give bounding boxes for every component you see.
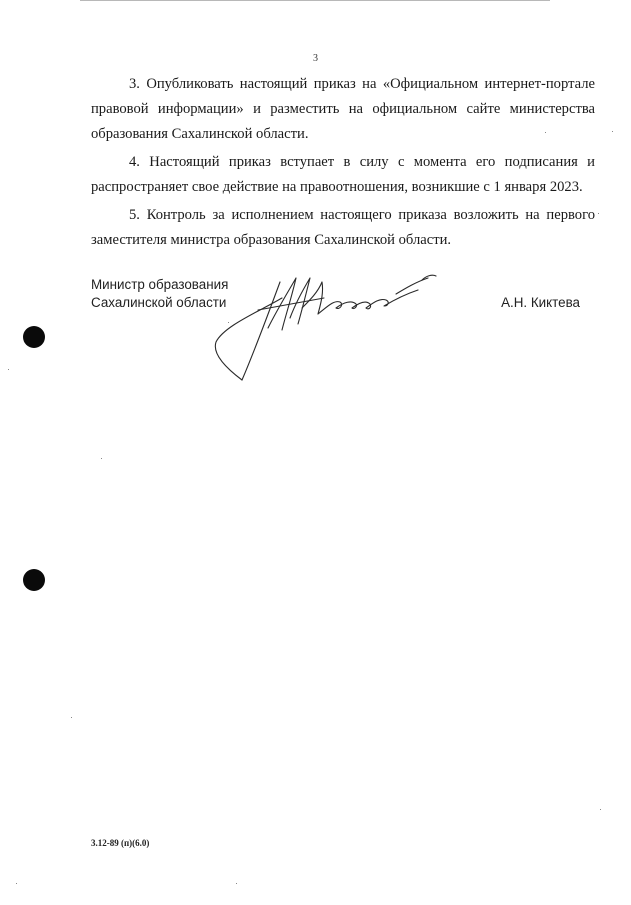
scan-speck xyxy=(228,322,229,323)
scan-speck xyxy=(545,132,546,133)
scan-speck xyxy=(236,883,237,884)
scan-speck xyxy=(598,213,599,214)
scan-speck xyxy=(600,809,601,810)
document-body xyxy=(91,72,595,256)
paragraph-3: 3. Опубликовать настоящий приказ на «Официальном интернет-портале правовой информации» и разместить на официальном сайте министерства образования Сахалинской области. xyxy=(91,76,595,142)
paragraph-5: 5. Контроль за исполнением настоящего приказа возложить на первого заместителя министра образования Сахалинской области. xyxy=(91,207,595,248)
scan-speck xyxy=(71,717,72,718)
scan-edge-line xyxy=(80,0,550,1)
scan-speck xyxy=(16,883,17,884)
signer-title-line-1: Министр образования xyxy=(91,277,229,292)
scan-speck xyxy=(612,131,613,132)
paragraph-4: 4. Настоящий приказ вступает в силу с момента его подписания и распространяет свое действие на правоотношения, возникшие с 1 января 2023. xyxy=(91,154,595,195)
signer-title-line-2: Сахалинской области xyxy=(91,295,227,310)
scan-speck xyxy=(101,458,102,459)
signer-name: А.Н. Киктева xyxy=(501,295,580,310)
punch-hole-top xyxy=(23,326,45,348)
punch-hole-bottom xyxy=(23,569,45,591)
page-number: 3 xyxy=(313,53,318,64)
handwritten-signature xyxy=(206,268,446,388)
document-code: 3.12-89 (п)(6.0) xyxy=(91,838,150,848)
scan-speck xyxy=(8,369,9,370)
